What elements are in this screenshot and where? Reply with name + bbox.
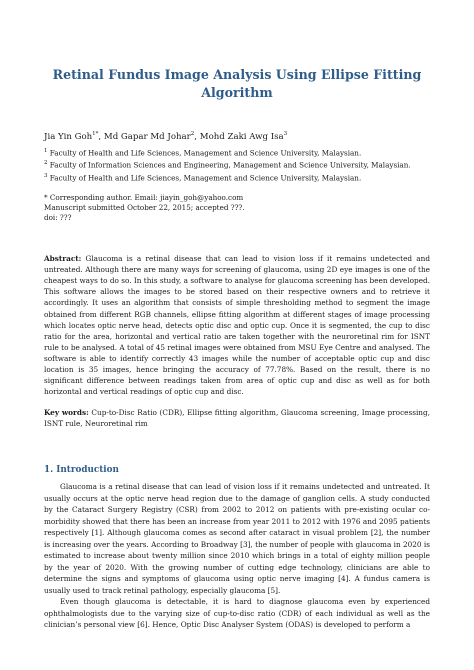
corresponding-author: * Corresponding author. Email: jiayin_goh@yahoo.com [44, 193, 244, 203]
keywords-text: Cup-to-Disc Ratio (CDR), Ellipse fitting algorithm, Glaucoma screening, Image processing, ISNT rule, Neuroretinal rim [44, 408, 430, 429]
affiliation [44, 171, 430, 183]
intro-paragraph-2: Even though glaucoma is detectable, it is hard to diagnose glaucoma even by experienced ophthalmologists due to the varying size of cup-to-disc ratio (CDR) of each individual as well as the clinician’s personal view [6]. Hence, Optic Disc Analyser System (ODAS) is developed to perform a [44, 597, 430, 630]
affiliation [44, 158, 430, 170]
manuscript-dates: Manuscript submitted October 22, 2015; accepted ???. [44, 203, 245, 213]
affiliation [44, 146, 430, 158]
affiliation-text: Faculty of Information Sciences and Engineering, Management and Science University, Malaysian. [49, 160, 411, 170]
author-name: Jia Yin Goh [44, 131, 93, 142]
author-list: Jia Yin Goh$^{1*}$, Md Gapar Md Johar$^2$, Mohd Zaki Awg Isa$^3$ [44, 131, 288, 142]
author-sup: 1* [92, 131, 99, 137]
author-name: Md Gapar Md Johar [103, 131, 191, 142]
author-name: Mohd Zaki Awg Isa [199, 131, 284, 142]
affiliation-sup: 2 [44, 160, 48, 167]
affiliation-text: Faculty of Health and Life Sciences, Management and Science University, Malaysian. [49, 148, 362, 158]
manuscript-meta [44, 193, 430, 223]
affiliation-sup: 3 [44, 172, 48, 179]
author-sup: 3 [283, 131, 288, 137]
affiliation-text: Faculty of Health and Life Sciences, Management and Science University, Malaysian. [49, 173, 362, 183]
keywords [44, 407, 430, 429]
paper-title: Retinal Fundus Image Analysis Using Ellipse Fitting Algorithm [52, 67, 422, 100]
abstract-text: Glaucoma is a retinal disease that can lead to vision loss if it remains undetected and untreated. Although there are many ways for screening of glaucoma, using 2D eye images is one of the cheapest ways to do so. In this study, a software to analyse for glaucoma screening has been developed. This software allows the images to be stored based on their respective owners and to retrieve it accordingly. It uses an algorithm that consists of simple thresholding method to segment the image obtained from different RGB channels, ellipse fitting algorithm at different stages of image processing which locates optic nerve head, detects optic disc and optic cup. Once it is segmented, the cup to disc ratio for the area, horizontal and vertical ratio are taken together with the neuroretinal rim for ISNT rule to be analysed. A total of 45 retinal images were obtained from MSU Eye Centre and analysed. The software is able to identify correctly 43 images while the number of acceptable optic cup and disc location is 35 images, hence bringing the accuracy of 77.78%. Based on the result, there is no significant difference between readings taken from area of optic cup and disc as well as for both horizontal and vertical readings of optic cup and disc. [44, 254, 430, 397]
section-heading-introduction: 1. Introduction [44, 465, 119, 476]
author-sup: 2 [190, 131, 195, 137]
intro-paragraph-1: Glaucoma is a retinal disease that can lead of vision loss if it remains undetected and untreated. It usually occurs at the optic nerve head region due to the damage of ganglion cells. A study conducted by the Cataract Surgery Registry (CSR) from 2002 to 2012 on patients with pre-existing ocular co-morbidity showed that there has been an increase from year 2011 to 2012 with 1976 and 2095 patients respectively [1]. Although glaucoma comes as second after cataract in visual problem [2], the number is increasing over the years. According to Broadway [3], the number of people with glaucoma in 2020 is estimated to increase about twenty million since 2010 which brings in a total of eighty million people by the year of 2020. With the growing number of cutting edge technology, clinicians are able to determine the signs and symptoms of glaucoma using optic nerve imaging [4]. A fundus camera is usually used to track retinal pathology, especially glaucoma [5]. [44, 482, 430, 595]
doi: doi: ??? [44, 213, 72, 223]
abstract-label: Abstract: [44, 254, 82, 264]
keywords-label: Key words: [44, 408, 89, 418]
abstract [44, 253, 430, 397]
affiliation-sup: 1 [44, 147, 48, 154]
